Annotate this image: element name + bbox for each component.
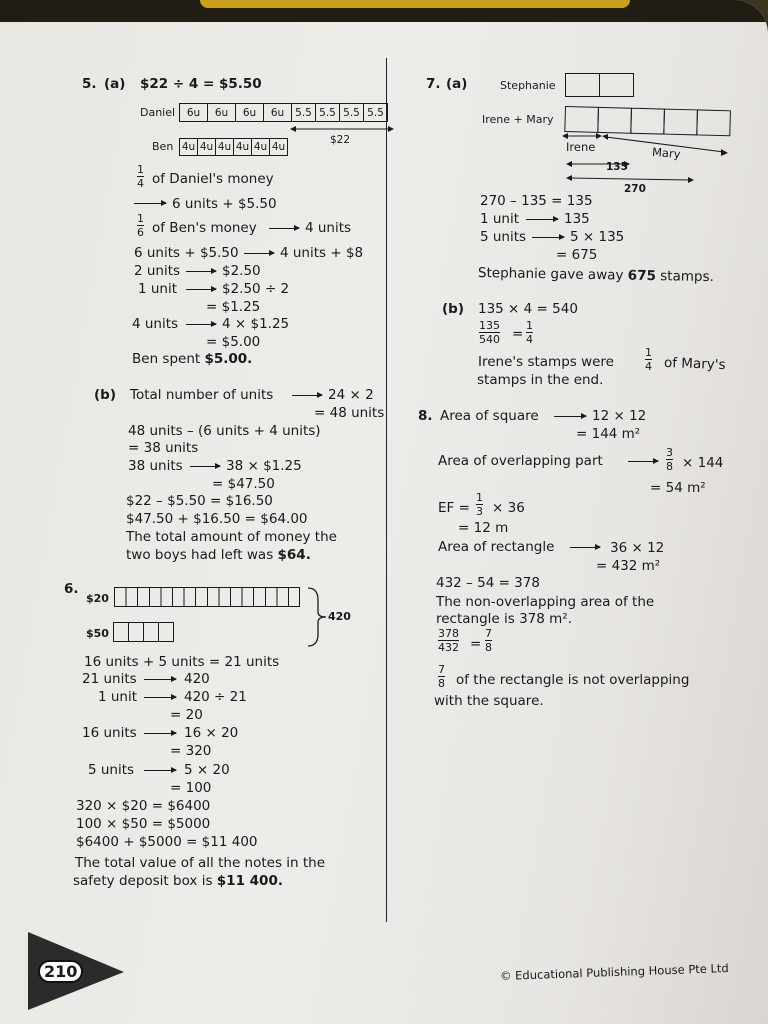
- q6-line: 16 units: [82, 725, 137, 741]
- q8-line: EF =: [438, 500, 470, 516]
- q7-line: stamps in the end.: [477, 372, 604, 388]
- q7-line: of Mary's: [663, 354, 726, 374]
- q6-line: The total value of all the notes in the: [75, 855, 326, 871]
- daniel-cell: 6u: [235, 103, 264, 122]
- arrow-icon: [144, 697, 176, 698]
- daniel-cell: 5.5: [363, 103, 388, 122]
- brace-22-label: $22: [330, 134, 351, 146]
- q8-line: Area of square: [440, 408, 539, 424]
- q7-line: 270 – 135 = 135: [480, 193, 593, 209]
- q5-line: 48 units – (6 units + 4 units): [128, 423, 321, 439]
- q5-line: $22 – $5.50 = $16.50: [126, 493, 273, 509]
- q5-line: 38 units: [128, 458, 183, 474]
- q8-line: 36 × 12: [610, 540, 665, 556]
- q8-line: 12 × 12: [592, 408, 647, 424]
- daniel-cell: 5.5: [291, 103, 316, 122]
- fraction-1-3: [476, 492, 483, 517]
- q5-line: = 38 units: [128, 440, 199, 456]
- q8-line: = 144 m²: [576, 426, 641, 442]
- numerator: 1: [476, 491, 483, 504]
- equals-sign: =: [512, 326, 524, 342]
- page-number: 210: [38, 960, 83, 983]
- q8-number: 8.: [418, 408, 433, 424]
- q7-line: 5 × 135: [570, 229, 625, 245]
- numerator: 378: [438, 627, 459, 640]
- conclusion-text: Ben spent: [132, 351, 205, 367]
- unit-cell: [565, 73, 600, 97]
- fraction-7-8: [485, 628, 492, 653]
- q5-line: 1 unit: [138, 281, 178, 297]
- q6-line: 420 ÷ 21: [184, 689, 247, 705]
- arrow-icon: [186, 271, 216, 272]
- fraction-1-4: [645, 347, 652, 372]
- q6-line: 100 × $50 = $5000: [76, 816, 211, 832]
- label-20: $20: [86, 592, 109, 605]
- q8-line: of the rectangle is not overlapping: [456, 672, 690, 688]
- q6-line: = 100: [170, 780, 212, 796]
- brace-icon: [304, 586, 330, 648]
- denominator: 8: [666, 460, 673, 473]
- daniel-label: Daniel: [140, 106, 176, 119]
- fraction-1-4: [137, 164, 144, 189]
- denominator: 6: [137, 226, 144, 239]
- q6-line: 16 × 20: [184, 725, 239, 741]
- page-top-edge: [0, 0, 768, 22]
- column-divider: [386, 58, 387, 922]
- q5-line: = $47.50: [212, 476, 275, 492]
- fraction-1-6: [137, 213, 144, 238]
- label-50: $50: [86, 627, 109, 640]
- copyright: © Educational Publishing House Pte Ltd: [499, 961, 729, 983]
- fifty-notes-bar: [114, 622, 174, 642]
- q8-line: = 54 m²: [650, 480, 706, 496]
- q7-line: 135 × 4 = 540: [478, 301, 578, 317]
- units-16: [114, 587, 300, 607]
- daniel-cell: 6u: [207, 103, 236, 122]
- mary-label: Mary: [651, 144, 682, 162]
- value-270: 270: [624, 183, 646, 195]
- numerator: 135: [479, 319, 500, 332]
- unit-cell: [128, 622, 144, 642]
- twenty-notes-bar: [115, 587, 300, 607]
- q5-line: 4 units + $8: [280, 245, 364, 261]
- q8-line: The non-overlapping area of the: [436, 594, 655, 610]
- arrow-icon: [186, 289, 216, 290]
- stephanie-bar: [566, 73, 634, 97]
- conclusion-amount: $11 400.: [216, 873, 283, 889]
- denominator: 4: [645, 360, 652, 373]
- q5-line: 4 units: [132, 316, 179, 332]
- conclusion-amount: 675: [627, 267, 657, 285]
- q6-line: $6400 + $5000 = $11 400: [76, 834, 258, 850]
- fraction-378-432: [438, 628, 459, 653]
- unit-cell: [158, 622, 174, 642]
- arrow-icon: [134, 203, 166, 204]
- q5-line: = $1.25: [206, 299, 261, 315]
- q7b-label: (b): [442, 301, 465, 317]
- arrow-icon: [526, 219, 558, 220]
- q8-line: = 432 m²: [596, 558, 661, 574]
- arrow-icon: [532, 237, 564, 238]
- conclusion-text: stamps.: [655, 268, 714, 286]
- daniel-cell: 5.5: [315, 103, 340, 122]
- q8-line: = 12 m: [458, 520, 509, 536]
- binding-edge: [200, 0, 630, 8]
- q5-line: $2.50 ÷ 2: [222, 281, 290, 297]
- q6-line: = 320: [170, 743, 212, 759]
- q6-line: 320 × $20 = $6400: [76, 798, 211, 814]
- arrow-icon: [554, 416, 586, 417]
- q5-line: = $5.00: [206, 334, 261, 350]
- q5-line: 4 units: [305, 220, 352, 236]
- denominator: 8: [438, 677, 445, 690]
- q7-line: Irene's stamps were: [478, 354, 614, 370]
- arrow-icon: [190, 466, 220, 467]
- q8-line: rectangle is 378 m².: [436, 611, 573, 627]
- ben-cell: 4u: [179, 138, 198, 156]
- value-135: 135: [606, 161, 628, 173]
- q6-line: 1 unit: [98, 689, 138, 705]
- denominator: 4: [526, 333, 533, 346]
- fraction-7-8: [438, 664, 445, 689]
- irene-mary-label: Irene + Mary: [482, 113, 554, 126]
- numerator: 3: [666, 446, 673, 459]
- unit-cell: [113, 622, 129, 642]
- arrow-icon: [186, 324, 216, 325]
- daniel-bar: [180, 103, 388, 122]
- ben-cell: 4u: [251, 138, 270, 156]
- stephanie-label: Stephanie: [500, 79, 556, 92]
- arrow-icon: [570, 547, 600, 548]
- q7-line: 5 units: [480, 229, 527, 245]
- q6-line: 16 units + 5 units = 21 units: [84, 654, 280, 670]
- q5-line: 2 units: [134, 263, 181, 279]
- arrow-icon: [292, 395, 322, 396]
- brace-420-label: 420: [328, 610, 351, 623]
- denominator: 3: [476, 505, 483, 518]
- q5-conclusion: [126, 547, 311, 563]
- arrow-icon: [144, 679, 176, 680]
- q5-line: Total number of units: [130, 387, 274, 403]
- q8-line: Area of rectangle: [438, 539, 555, 555]
- fraction-3-8: [666, 447, 673, 472]
- q6-line: 5 × 20: [184, 762, 230, 778]
- q8-line: × 36: [492, 500, 525, 516]
- denominator: 4: [137, 177, 144, 190]
- q5-line: of Ben's money: [152, 220, 257, 236]
- unit-cell: [599, 73, 634, 97]
- denominator: 8: [485, 641, 492, 654]
- q5-line: $47.50 + $16.50 = $64.00: [126, 511, 308, 527]
- unit-cell: [597, 107, 632, 134]
- conclusion-text: two boys had left was: [126, 547, 278, 563]
- conclusion-amount: $5.00.: [204, 351, 253, 367]
- q7-line: 135: [564, 211, 590, 227]
- ben-cell: 4u: [269, 138, 288, 156]
- q5b-label: (b): [94, 387, 117, 403]
- denominator: 540: [479, 333, 500, 346]
- arrow-icon: [144, 733, 176, 734]
- q5-line: 24 × 2: [328, 387, 374, 403]
- unit-cell: [564, 106, 599, 133]
- q6-line: = 20: [170, 707, 203, 723]
- q7-line: 1 unit: [480, 211, 520, 227]
- q6-line: 5 units: [88, 762, 135, 778]
- q5-number: 5.: [82, 76, 97, 92]
- numerator: 1: [645, 346, 652, 359]
- q5-line: $2.50: [222, 263, 261, 279]
- ben-cell: 4u: [215, 138, 234, 156]
- q5-line: = 48 units: [314, 405, 385, 421]
- q6-number: 6.: [64, 581, 79, 597]
- q6-line: 420: [184, 671, 210, 687]
- fraction-135-540: [479, 320, 500, 345]
- q8-line: 432 – 54 = 378: [436, 575, 540, 591]
- q7-conclusion: [478, 265, 714, 285]
- q5-line: 6 units + $5.50: [172, 196, 277, 212]
- unit-cell: [143, 622, 159, 642]
- ben-label: Ben: [152, 140, 174, 153]
- q5-line: of Daniel's money: [152, 171, 274, 187]
- numerator: 7: [485, 627, 492, 640]
- q5-conclusion: [132, 351, 252, 367]
- fraction-1-4: [526, 320, 533, 345]
- conclusion-text: Stephanie gave away: [477, 265, 628, 284]
- daniel-cell: 6u: [263, 103, 292, 122]
- daniel-cell: 5.5: [339, 103, 364, 122]
- numerator: 1: [137, 212, 144, 225]
- arrow-icon: [244, 253, 274, 254]
- q5-line: 38 × $1.25: [226, 458, 302, 474]
- numerator: 1: [526, 319, 533, 332]
- irene-label: Irene: [566, 140, 596, 154]
- daniel-cell: 6u: [179, 103, 208, 122]
- arrow-icon: [628, 461, 658, 462]
- q5a-label: (a): [104, 76, 126, 92]
- arrow-icon: [144, 770, 176, 771]
- q7a-label: (a): [446, 76, 468, 92]
- q8-line: with the square.: [434, 693, 544, 709]
- q6-conclusion: [73, 873, 283, 889]
- conclusion-text: safety deposit box is: [73, 873, 217, 889]
- q6-line: 21 units: [82, 671, 137, 687]
- conclusion-amount: $64.: [277, 547, 311, 563]
- ben-cell: 4u: [233, 138, 252, 156]
- q7-line: = 675: [556, 247, 598, 263]
- q5-line: The total amount of money the: [126, 529, 337, 545]
- q5a-line: $22 ÷ 4 = $5.50: [140, 76, 262, 92]
- arrow-icon: [269, 228, 299, 229]
- numerator: 1: [137, 163, 144, 176]
- ben-cell: 4u: [197, 138, 216, 156]
- q8-line: Area of overlapping part: [438, 453, 603, 469]
- q5-line: 4 × $1.25: [222, 316, 290, 332]
- unit-cell: [630, 108, 665, 135]
- denominator: 432: [438, 641, 459, 654]
- q7-number: 7.: [426, 76, 441, 92]
- q8-line: × 144: [682, 455, 724, 471]
- ben-bar: [180, 138, 288, 156]
- q5-line: 6 units + $5.50: [134, 245, 239, 261]
- equals-sign: =: [470, 636, 482, 652]
- numerator: 7: [438, 663, 445, 676]
